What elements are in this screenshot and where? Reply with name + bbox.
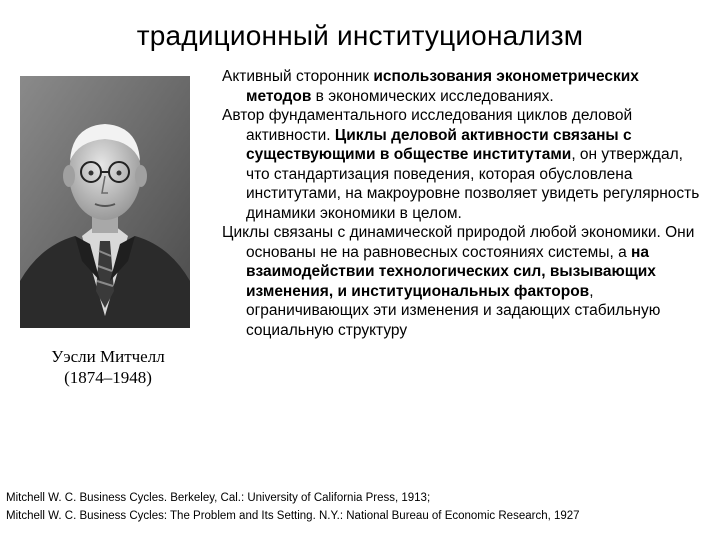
p1-text-1: Активный сторонник <box>222 68 374 85</box>
reference-1: Mitchell W. C. Business Cycles. Berkeley, Cal.: University of California Press, 1913; <box>6 492 431 504</box>
p3-text-1: Циклы связаны с динамической природой любой экономики. Они основаны не на равновесных состояниях системы, а <box>222 224 695 261</box>
p3-bold: на взаимодействии технологических сил, вызывающих изменения, и институциональных факторов <box>246 243 656 300</box>
paragraph-1 <box>222 67 702 106</box>
references <box>6 489 718 525</box>
portrait-years: (1874–1948) <box>64 368 152 387</box>
paragraph-3 <box>222 223 702 340</box>
p1-text-2: в экономических исследованиях. <box>311 87 554 105</box>
p2-text-2: , он утверждал, что стандартизация поведения, которая обусловлена институтами, на макроуровне позволяет увидеть регулярность динамики экономики в целом. <box>246 146 700 222</box>
portrait-name: Уэсли Митчелл <box>51 347 165 366</box>
reference-2: Mitchell W. C. Business Cycles: The Problem and Its Setting. N.Y.: National Bureau of Economic Research, 1927 <box>6 510 580 522</box>
p1-bold: использования эконометрических методов <box>246 68 639 105</box>
slide-title: традиционный институционализм <box>136 20 584 51</box>
portrait-illustration <box>20 76 190 328</box>
portrait-photo <box>20 76 190 328</box>
portrait-caption <box>18 346 198 388</box>
p2-bold: Циклы деловой активности связаны с существующими в обществе институтами <box>246 126 632 163</box>
p3-text-2: , ограничивающих эти изменения и задающих стабильную социальную структуру <box>246 282 661 339</box>
paragraph-2 <box>222 106 702 223</box>
p2-text-1: Автор фундаментального исследования циклов деловой активности. <box>222 107 633 144</box>
main-text <box>222 67 702 340</box>
